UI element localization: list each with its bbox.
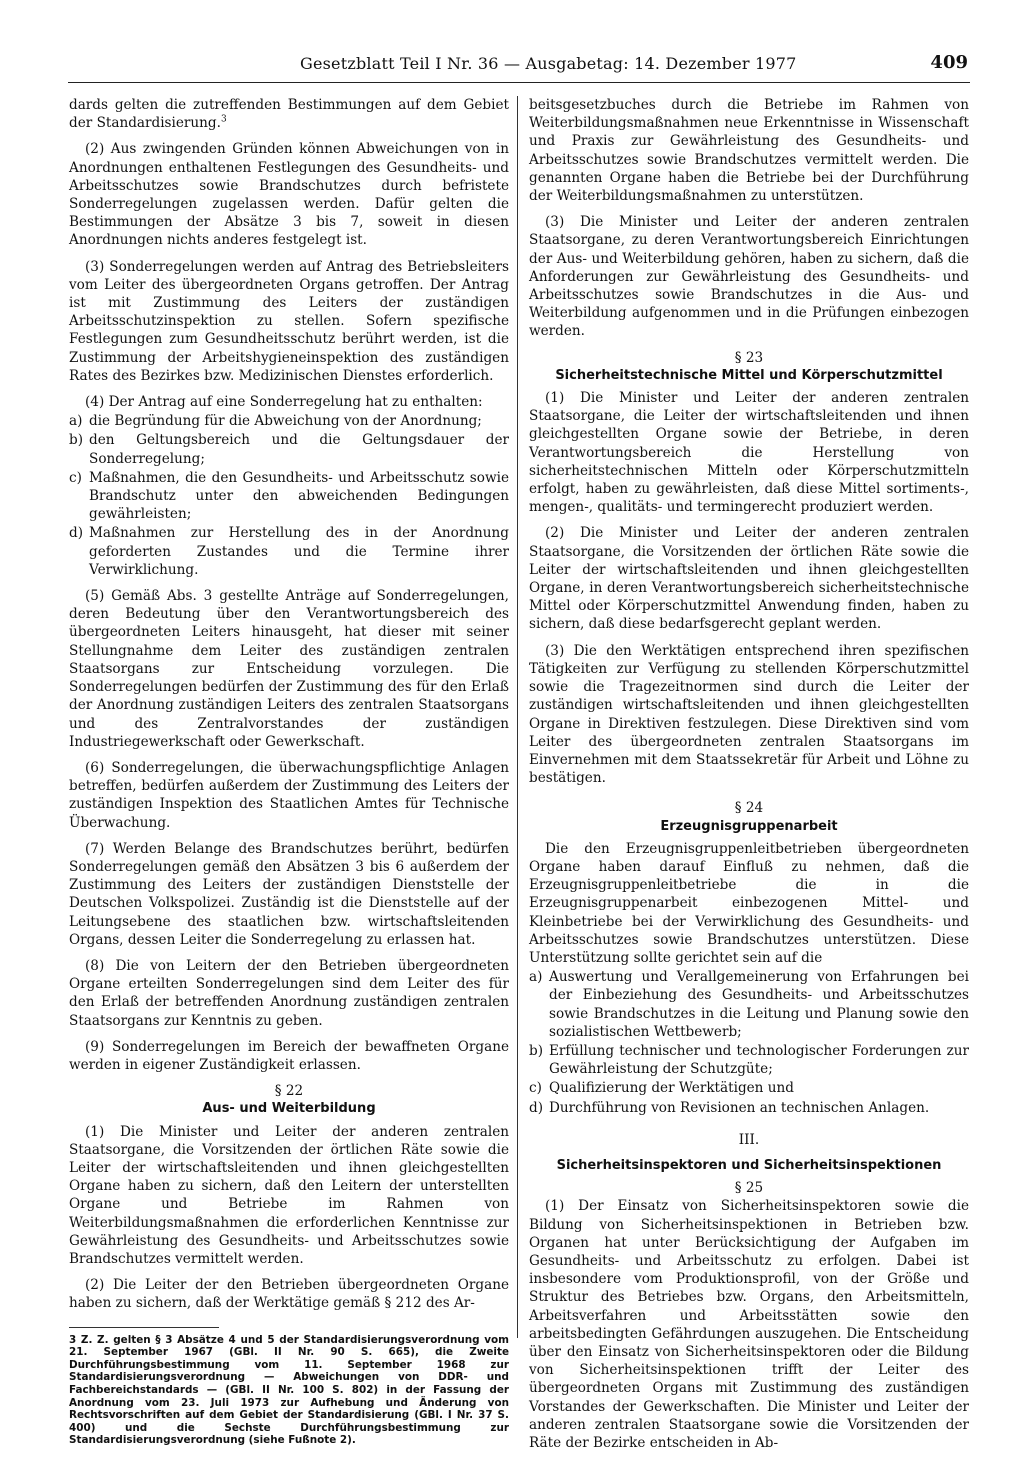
paragraph-21-6: (6) Sonderregelungen, die überwachungspflichtige Anlagen betreffen, bedürfen außerdem der Zustimmung des Leiters der zuständigen Inspektion des Staatlichen Amtes für Technische Überwachung. [69, 759, 509, 831]
list-item: c) Qualifizierung der Werktätigen und [529, 1080, 794, 1097]
header-rule [68, 82, 970, 83]
paragraph-23-2: (2) Die Minister und Leiter der anderen zentralen Staatsorgane, die Vorsitzenden der örtlichen Räte sowie die Leiter der wirtschaftsleitenden und ihnen gleichgestellten Organe, in deren Verantwortungsbereich sicherheitstechnische Mittel oder Körperschutzmittel Anwendung finden, haben zu sichern, daß diese bedarfsgerecht geplant werden. [529, 525, 969, 633]
list-item: a) Auswertung und Verallgemeinerung von Erfahrungen bei der Einbeziehung des Gesundheits- und Arbeitsschutzes sowie Brandschutzes in die Leitung und Planung sowie den sozialistischen Wettbewerb; [529, 969, 969, 1040]
part-number: III. [738, 1131, 760, 1148]
footnote-3: 3 Z. Z. gelten § 3 Absätze 4 und 5 der Standardisierungsverordnung vom 21. September 1967 (GBl. II Nr. 90 S. 665), die Zweite Durchführungsbestimmung vom 11. September 1968 zur Standardisierungsverordnung — Abweichungen von DDR- und Fachbereichstandards — (GBl. II Nr. 100 S. 802) in der Fassung der Anordnung vom 23. Juli 1973 zur Aufhebung und Änderung von Rechtsvorschriften auf dem Gebiet der Standardisierung (GBl. I Nr. 37 S. 400) und die Sechste Durchführungsbestimmung zur Standardisierungsverordnung (siehe Fußnote 2). [69, 1333, 509, 1447]
page-header [290, 52, 990, 84]
section-title-23: Sicherheitstechnische Mittel und Körperschutzmittel [555, 367, 943, 383]
list-item: b) den Geltungsbereich und die Geltungsdauer der Sonderregelung; [69, 432, 509, 467]
footnote-marker: 3 [220, 114, 227, 125]
paragraph-21-2: (2) Aus zwingenden Gründen können Abweichungen von in Anordnungen enthaltenen Festlegungen des Gesundheits- und Arbeitsschutzes sowie Brandschutzes durch befristete Sonderregelungen zugelassen werden. Dafür gelten die Bestimmungen der Absätze 3 bis 7, soweit in diesen Anordnungen nichts anderes festgelegt ist. [69, 141, 509, 249]
paragraph-22-2: (2) Die Leiter der den Betrieben übergeordneten Organe haben zu sichern, daß der Werktätige gemäß § 212 des Ar- [69, 1277, 509, 1312]
paragraph-24: Die den Erzeugnisgruppenleitbetrieben übergeordneten Organe haben darauf Einfluß zu nehmen, daß die Erzeugnisgruppenleitbetriebe die in die Erzeugnisgruppenarbeit einbezogenen Mittel- und Kleinbetriebe bei der Verwirklichung des Gesundheits- und Arbeitsschutzes sowie Brandschutzes unterstützen. Diese Unterstützung sollte gerichtet sein auf die [529, 840, 969, 966]
paragraph-21-7: (7) Werden Belange des Brandschutzes berührt, bedürfen Sonderregelungen gemäß den Absätzen 3 bis 6 außerdem der Zustimmung des Leiters der zuständigen Dienststelle der Deutschen Volkspolizei. Zuständig ist die Dienststelle auf der Leitungsebene des staatlichen bzw. wirtschaftsleitenden Organs, dessen Leiter die Sonderregelung zu erlassen hat. [69, 840, 509, 948]
paragraph-21-4: (4) Der Antrag auf eine Sonderregelung hat zu enthalten: [85, 394, 483, 411]
paragraph-21-5: (5) Gemäß Abs. 3 gestellte Anträge auf Sonderregelungen, deren Bedeutung über den Verantwortungsbereich des übergeordneten Leiters hinausgeht, hat dieser mit seiner Stellungnahme dem Leiter des zuständigen zentralen Staatsorgans zur Entscheidung vorzulegen. Die Sonderregelungen bedürfen der Zustimmung des für den Erlaß der Anordnung zuständigen Leiters des zentralen Staatsorgans und des Zentralvorstandes der zuständigen Industriegewerkschaft oder Gewerkschaft. [69, 588, 509, 750]
list-24 [529, 968, 969, 1117]
paragraph-23-3: (3) Die den Werktätigen entsprechend ihren spezifischen Tätigkeiten zur Verfügung zu stellenden Körperschutzmittel sowie die Tragezeitnormen sind durch die Leiter der zuständigen wirtschaftsleitenden und ihnen gleichgestellten Organe in Direktiven festzulegen. Diese Direktiven sind vom Leiter des übergeordneten zentralen Staatsorgans im Einvernehmen mit dem Staatssekretär für Arbeit und Löhne zu bestätigen. [529, 642, 969, 787]
section-title-22: Aus- und Weiterbildung [202, 1101, 376, 1117]
section-title-24: Erzeugnisgruppenarbeit [660, 818, 838, 834]
list-item: b) Erfüllung technischer und technologischer Forderungen zur Gewährleistung der Schutzgüte; [529, 1042, 969, 1078]
section-number-23: § 23 [734, 349, 764, 366]
column-divider [517, 96, 518, 1338]
section-number-24: § 24 [734, 800, 764, 817]
paragraph-21-9: (9) Sonderregelungen im Bereich der bewaffneten Organe werden in eigener Zuständigkeit erlassen. [69, 1038, 509, 1073]
paragraph-25-1: (1) Der Einsatz von Sicherheitsinspektoren sowie die Bildung von Sicherheitsinspektionen in Betrieben bzw. Organen hat unter Berücksichtigung der Aufgaben im Gesundheits- und Arbeitsschutz zu erfolgen. Dabei ist insbesondere vom Produktionsprofil, von der Größe und Struktur des Betriebes bzw. Organs, den Arbeitsmitteln, Arbeitsverfahren und Arbeitsstätten sowie den arbeitsbedingten Gefährdungen auszugehen. Die Entscheidung über den Einsatz von Sicherheitsinspektoren oder die Bildung von Sicherheitsinspektionen trifft der Leiter des übergeordneten Organs mit Zustimmung des zuständigen Vorstandes der Gewerkschaften. Die Minister und Leiter der anderen zentralen Staatsorgane sowie die Vorsitzenden der Räte der Bezirke entscheiden in Ab- [529, 1198, 969, 1452]
left-column [69, 96, 509, 1447]
paragraph-22-3: (3) Die Minister und Leiter der anderen zentralen Staatsorgane, zu deren Verantwortungsbereich Einrichtungen der Aus- und Weiterbildung gehören, haben zu sichern, daß die Anforderungen zur Gewährleistung des Gesundheits- und Arbeitsschutzes sowie Brandschutzes in die Aus- und Weiterbildung aufgenommen und in die Prüfungen einbezogen werden. [529, 214, 969, 340]
paragraph-21-3: (3) Sonderregelungen werden auf Antrag des Betriebsleiters vom Leiter des übergeordneten Organs getroffen. Der Antrag ist mit Zustimmung des Leiters der zuständigen Arbeitsschutzinspektion zu stellen. Sofern spezifische Festlegungen zum Gesundheitsschutz berührt werden, ist die Zustimmung der Arbeitshygieneinspektion des zuständigen Rates des Bezirkes bzw. Medizinischen Dienstes erforderlich. [69, 258, 509, 384]
part-title: Sicherheitsinspektoren und Sicherheitsinspektionen [556, 1157, 942, 1173]
paragraph-continuation: beitsgesetzbuches durch die Betriebe im Rahmen von Weiterbildungsmaßnahmen neue Erkenntnisse in Wissenschaft und Praxis zur Gewährleistung des Gesundheits- und Arbeitsschutzes sowie Brandschutzes vermittelt werden. Die genannten Organe haben die Betriebe bei der Durchführung der Weiterbildungsmaßnahmen zu unterstützen. [529, 97, 969, 205]
list-item: c) Maßnahmen, die den Gesundheits- und Arbeitsschutz sowie Brandschutz unter den abweichenden Bedingungen gewährleisten; [69, 469, 509, 523]
right-column [529, 96, 969, 1460]
list-item: d) Durchführung von Revisionen an technischen Anlagen. [529, 1099, 930, 1116]
paragraph-22-1: (1) Die Minister und Leiter der anderen zentralen Staatsorgane, die Vorsitzenden der örtlichen Räte sowie die Leiter der wirtschaftsleitenden und ihnen gleichgestellten Organe haben zu sichern, daß den Leitern der unterstellten Organe und Betriebe im Rahmen von Weiterbildungsmaßnahmen die erforderlichen Kenntnisse zur Gewährleistung des Gesundheits- und Arbeitsschutzes sowie Brandschutzes vermittelt werden. [69, 1123, 509, 1267]
list-item: d) Maßnahmen zur Herstellung des in der Anordnung geforderten Zustandes und die Termine ihrer Verwirklichung. [69, 525, 509, 578]
page-number: 409 [930, 52, 968, 73]
section-number-22: § 22 [274, 1083, 304, 1100]
footnote-rule [69, 1327, 219, 1328]
paragraph-continuation: dards gelten die zutreffenden Bestimmungen auf dem Gebiet der Standardisierung.$^3$ [69, 97, 509, 132]
section-number-25: § 25 [734, 1180, 764, 1197]
paragraph-23-1: (1) Die Minister und Leiter der anderen zentralen Staatsorgane, die Leiter der wirtschaftsleitenden und ihnen gleichgestellten Organe sowie der Betriebe, in deren Verantwortungsbereich die Herstellung von sicherheitstechnischen Mitteln oder Körperschutzmitteln erfolgt, haben zu gewährleisten, daß diese Mittel sortiments-, mengen-, qualitäts- und termingerecht produziert werden. [529, 390, 969, 516]
paragraph-21-8: (8) Die von Leitern der den Betrieben übergeordneten Organe erteilten Sonderregelungen sind dem Leiter des für den Erlaß der betreffenden Anordnung zuständigen zentralen Staatsorgans zur Kenntnis zu geben. [69, 957, 509, 1029]
list-21-4 [69, 412, 509, 579]
running-title: Gesetzblatt Teil I Nr. 36 — Ausgabetag: 14. Dezember 1977 [300, 54, 797, 73]
list-item: a) die Begründung für die Abweichung von der Anordnung; [69, 413, 482, 430]
